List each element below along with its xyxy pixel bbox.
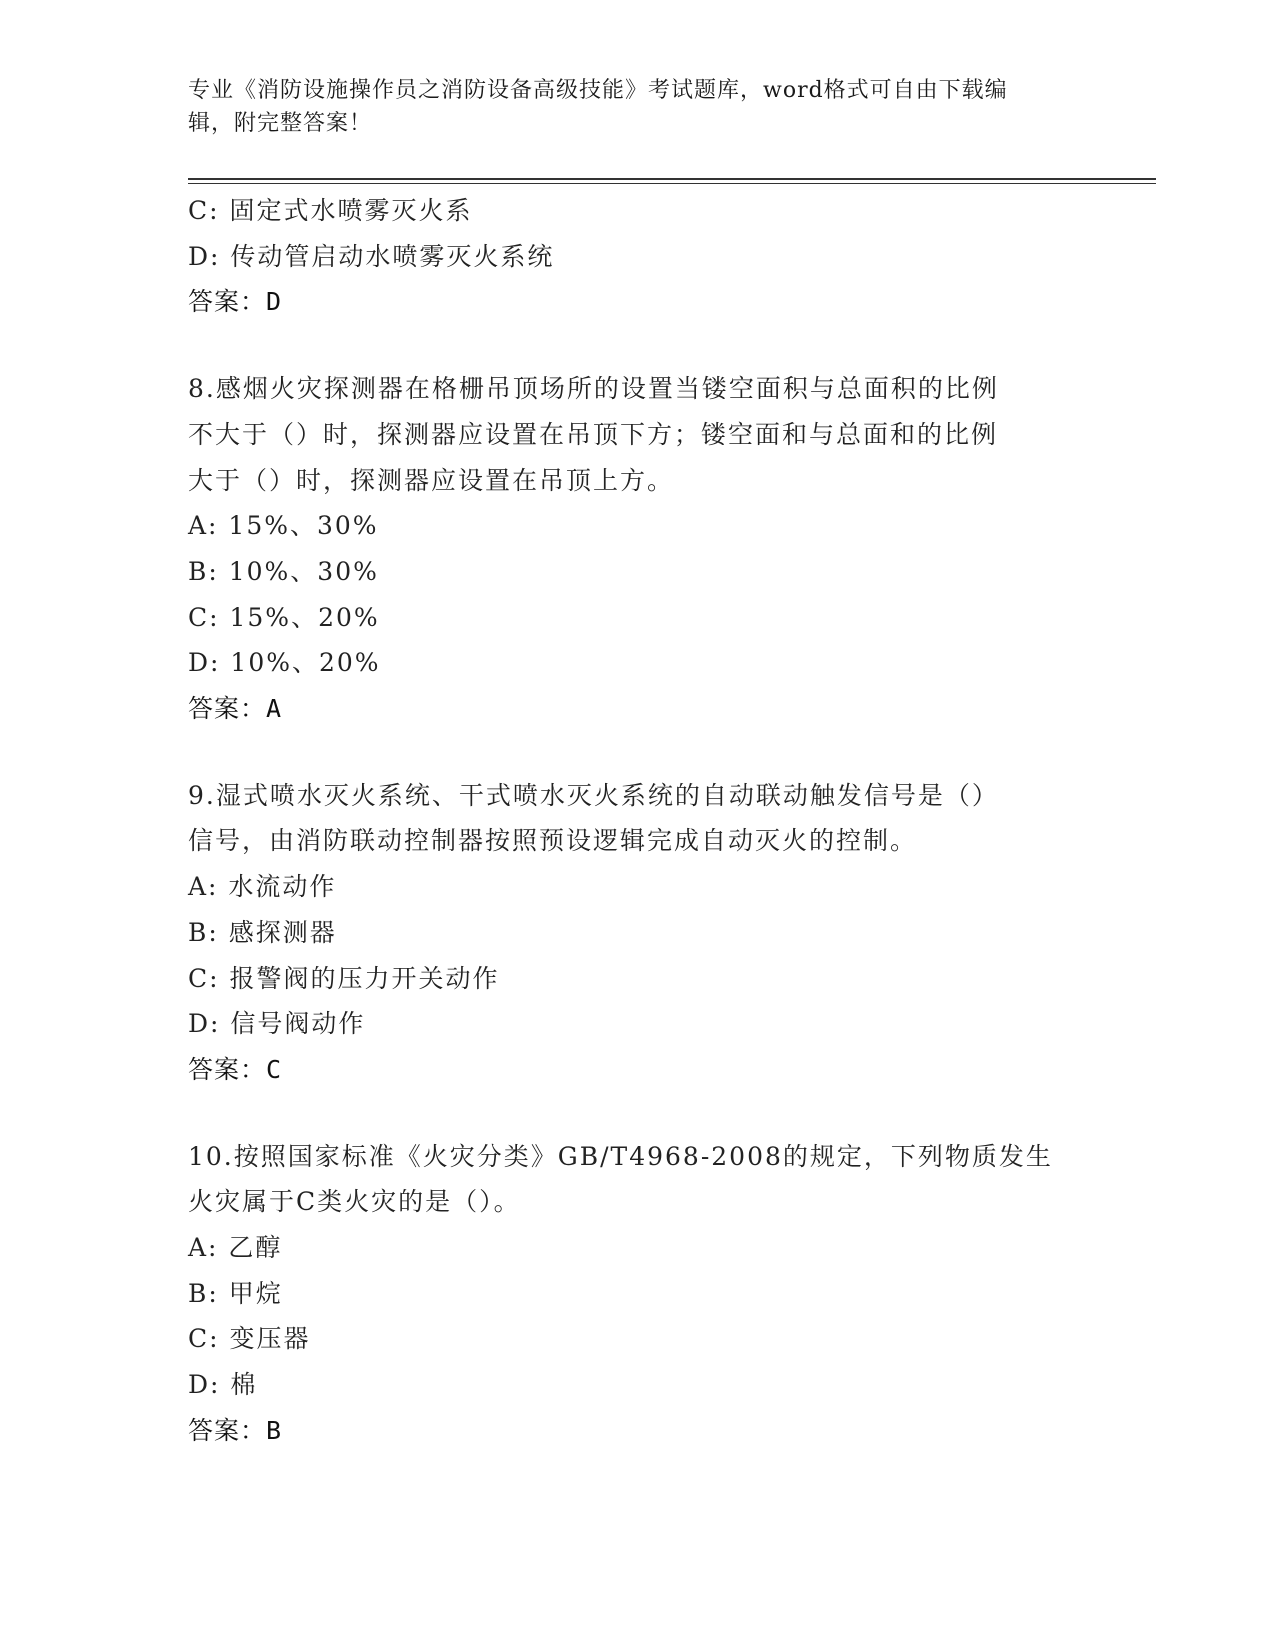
answer-line: 答案：A xyxy=(188,694,283,724)
question-7-continued xyxy=(188,188,1068,325)
header-text-line-1: 专业《消防设施操作员之消防设备高级技能》考试题库，word格式可自由下载编 xyxy=(188,78,1008,103)
spacer xyxy=(188,732,1068,773)
question-stem-line: 火灾属于C类火灾的是（）。 xyxy=(188,1187,521,1217)
option-d: D: 传动管启动水喷雾灭火系统 xyxy=(188,241,555,271)
option-b: B: 甲烷 xyxy=(188,1278,283,1308)
question-10 xyxy=(188,1134,1068,1454)
option-d: D: 棉 xyxy=(188,1370,258,1400)
option-b: B: 感探测器 xyxy=(188,917,337,947)
header-divider-thick xyxy=(188,178,1156,180)
answer-line: 答案：B xyxy=(188,1415,283,1445)
option-b: B: 10%、30% xyxy=(188,556,379,586)
answer-line: 答案：D xyxy=(188,287,283,317)
answer-line: 答案：C xyxy=(188,1054,283,1084)
question-stem-line: 8.感烟火灾探测器在格栅吊顶场所的设置当镂空面积与总面积的比例 xyxy=(188,374,999,404)
header-divider-thin xyxy=(188,183,1156,184)
question-list xyxy=(188,188,1068,1454)
option-c: C: 变压器 xyxy=(188,1324,311,1354)
spacer xyxy=(188,325,1068,366)
question-stem-line: 信号，由消防联动控制器按照预设逻辑完成自动灭火的控制。 xyxy=(188,826,918,856)
question-stem-line: 9.湿式喷水灭火系统、干式喷水灭火系统的自动联动触发信号是（） xyxy=(188,780,999,810)
document-header xyxy=(188,74,1068,140)
option-d: D: 10%、20% xyxy=(188,648,381,678)
question-9 xyxy=(188,773,1068,1093)
option-c: C: 报警阀的压力开关动作 xyxy=(188,963,500,993)
option-a: A: 水流动作 xyxy=(188,872,337,902)
option-c: C: 固定式水喷雾灭火系 xyxy=(188,196,473,225)
option-d: D: 信号阀动作 xyxy=(188,1009,366,1039)
header-text-line-2: 辑，附完整答案！ xyxy=(188,111,373,136)
option-c: C: 15%、20% xyxy=(188,602,380,632)
question-8 xyxy=(188,366,1068,732)
option-a: A: 乙醇 xyxy=(188,1233,283,1263)
question-stem-line: 不大于（）时，探测器应设置在吊顶下方；镂空面和与总面和的比例 xyxy=(188,419,999,449)
question-stem-line: 大于（）时，探测器应设置在吊顶上方。 xyxy=(188,465,675,495)
spacer xyxy=(188,1093,1068,1134)
question-stem-line: 10.按照国家标准《火灾分类》GB/T4968-2008的规定，下列物质发生 xyxy=(188,1141,1053,1171)
option-a: A: 15%、30% xyxy=(188,511,379,541)
